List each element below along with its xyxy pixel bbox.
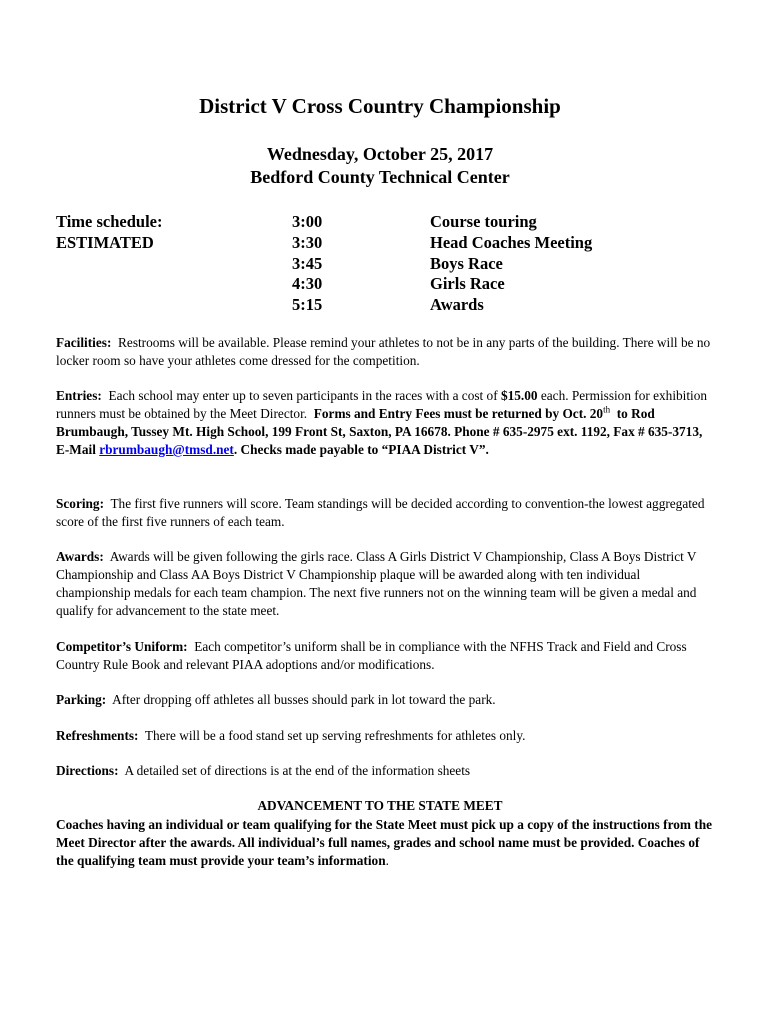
scoring-section bbox=[56, 495, 716, 531]
event-date: Wednesday, October 25, 2017 bbox=[266, 144, 494, 164]
schedule-events bbox=[430, 212, 592, 316]
facilities-label: Facilities: bbox=[56, 335, 112, 350]
entries-section bbox=[56, 387, 716, 459]
schedule-event: Awards bbox=[430, 295, 484, 315]
schedule-time: 3:45 bbox=[292, 253, 323, 273]
entries-deadline-sup: th bbox=[603, 404, 611, 415]
refreshments-label: Refreshments: bbox=[56, 728, 139, 743]
schedule-event: Girls Race bbox=[430, 274, 505, 294]
uniform-section bbox=[56, 638, 716, 674]
awards-text: Awards will be given following the girls race. Class A Girls District V Championship, Class A Boys District V Championship and Class AA Boys District V Championship plaque will be awarded along with ten individual championship medals for each team champion. The next five runners not on the winning team will be given a medal and qualify for advancement to the state meet. bbox=[56, 549, 697, 618]
advancement-end: . bbox=[385, 853, 389, 868]
email-link[interactable]: rbrumbaugh@tmsd.net bbox=[99, 442, 234, 457]
awards-section bbox=[56, 548, 716, 620]
refreshments-section bbox=[56, 727, 716, 745]
schedule-time: 4:30 bbox=[292, 274, 323, 294]
entries-text: Each school may enter up to seven participants in the races with a cost of bbox=[108, 388, 498, 403]
refreshments-text: There will be a food stand set up serving refreshments for athletes only. bbox=[144, 728, 526, 743]
page-title: District V Cross Country Championship bbox=[199, 94, 561, 118]
awards-label: Awards: bbox=[56, 549, 104, 564]
directions-section bbox=[56, 762, 716, 780]
directions-label: Directions: bbox=[56, 763, 119, 778]
schedule-event: Course touring bbox=[430, 212, 537, 231]
entries-deadline: Forms and Entry Fees must be returned by Oct. 20 bbox=[313, 406, 604, 421]
parking-label: Parking: bbox=[56, 692, 107, 707]
advancement-title: ADVANCEMENT TO THE STATE MEET bbox=[257, 798, 503, 813]
schedule-labels bbox=[56, 212, 163, 254]
entries-checks: . Checks made payable to “PIAA District V”. bbox=[233, 442, 489, 457]
parking-section bbox=[56, 691, 716, 709]
schedule-time: 3:30 bbox=[292, 232, 323, 252]
uniform-text: Each competitor’s uniform shall be in compliance with the NFHS Track and Field and Cross Country Rule Book and relevant PIAA adoptions and/or modifications. bbox=[56, 639, 687, 672]
directions-text: A detailed set of directions is at the end of the information sheets bbox=[124, 763, 471, 778]
schedule-event: Head Coaches Meeting bbox=[430, 232, 593, 252]
facilities-section bbox=[56, 334, 716, 370]
parking-text: After dropping off athletes all busses should park in lot toward the park. bbox=[112, 692, 496, 707]
entries-contact: to Rod Brumbaugh, Tussey Mt. High School, 199 Front St, Saxton, PA 16678. Phone # 635-2975 ext. 1192, Fax # 635-3713, E-Mail bbox=[56, 406, 703, 457]
uniform-label: Competitor’s Uniform: bbox=[56, 639, 188, 654]
schedule-event: Boys Race bbox=[430, 253, 503, 273]
advancement-section bbox=[56, 816, 716, 870]
entry-cost: $15.00 bbox=[500, 388, 538, 403]
schedule-label: Time schedule: bbox=[56, 212, 163, 231]
schedule-note: ESTIMATED bbox=[56, 232, 154, 252]
facilities-text: Restrooms will be available. Please remind your athletes to not be in any parts of the building. There will be no locker room so have your athletes come dressed for the competition. bbox=[56, 335, 711, 368]
schedule-time: 5:15 bbox=[292, 295, 323, 315]
scoring-label: Scoring: bbox=[56, 496, 105, 511]
event-location: Bedford County Technical Center bbox=[250, 167, 510, 187]
schedule-times bbox=[292, 212, 322, 316]
schedule-time: 3:00 bbox=[292, 212, 323, 231]
advancement-text: Coaches having an individual or team qualifying for the State Meet must pick up a copy of the instructions from the Meet Director after the awards. All individual’s full names, grades and school name must be provided. Coaches of the qualifying team must provide your team’s information bbox=[56, 817, 713, 868]
entries-label: Entries: bbox=[56, 388, 102, 403]
scoring-text: The first five runners will score. Team standings will be decided according to convention-the lowest aggregated score of the first five runners of each team. bbox=[56, 496, 705, 529]
entries-text-2: each. Permission for exhibition runners must be obtained by the Meet Director. bbox=[56, 388, 708, 421]
